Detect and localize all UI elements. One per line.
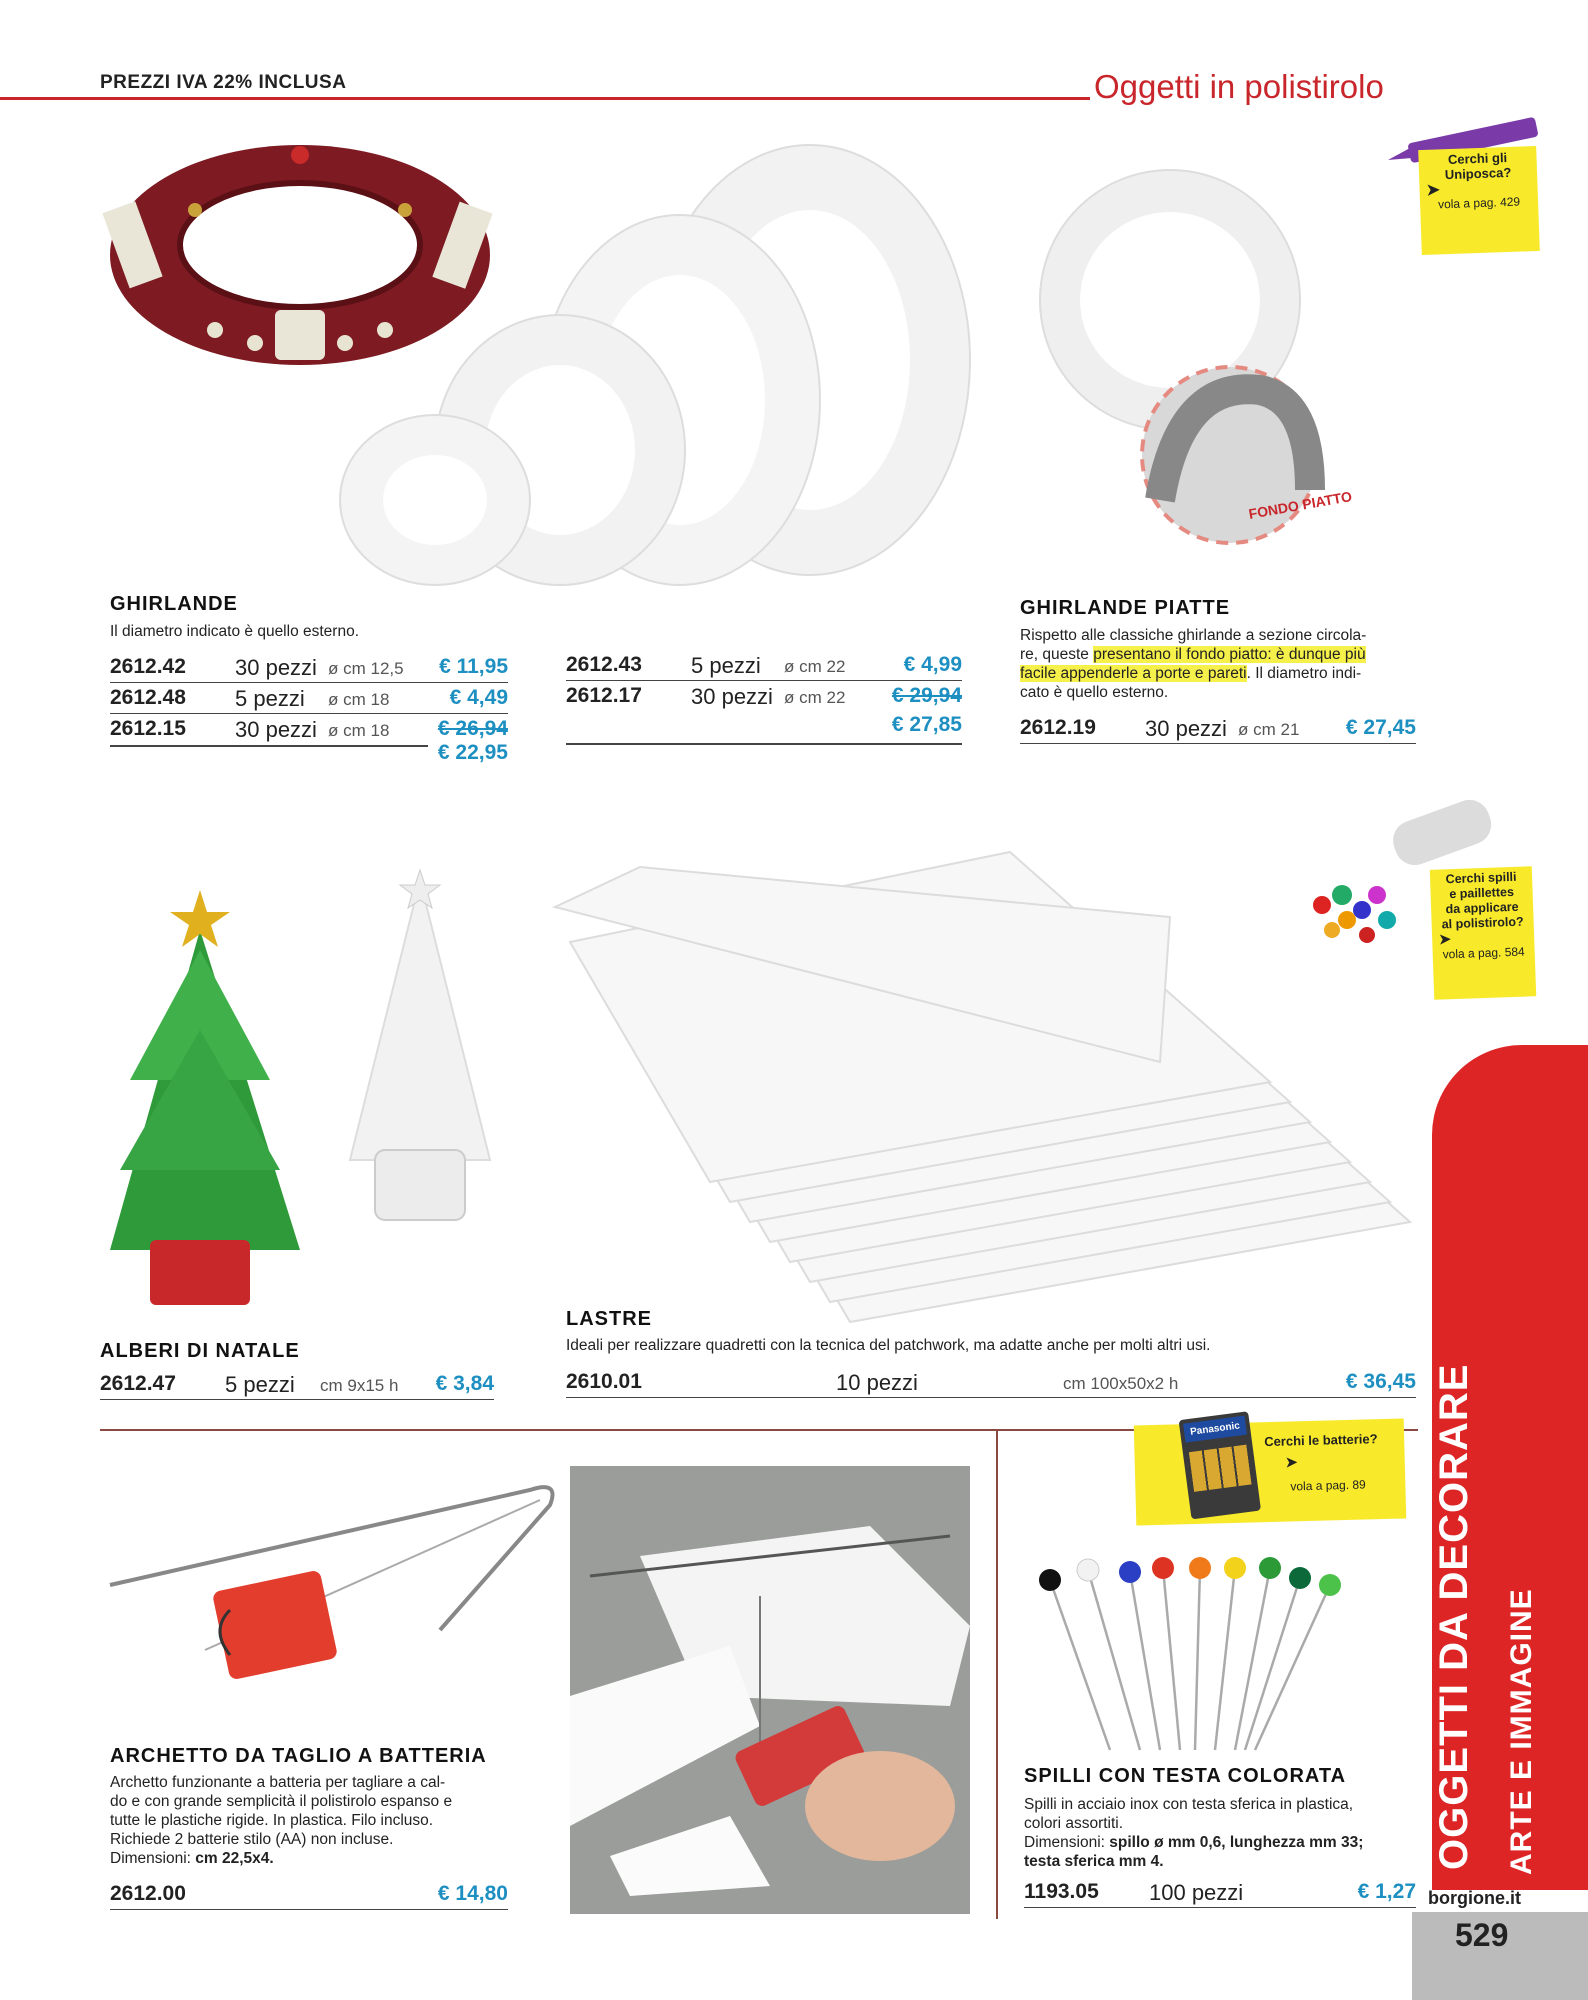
header-rule [0,97,1090,100]
table-row [1024,1878,1416,1908]
desc-line: Richiede 2 batterie stilo (AA) non incluse. [110,1831,394,1848]
ghirlande-title: GHIRLANDE [110,593,238,615]
price-note: PREZZI IVA 22% INCLUSA [100,72,347,93]
tag-line: Cerchi le batterie? [1264,1431,1378,1450]
flat-ring-image [1030,160,1370,540]
product-code: 2612.00 [110,1882,186,1905]
archetto-desc [110,1773,510,1868]
page-title: Oggetti in polistirolo [1094,68,1384,105]
tag-spilli-link[interactable]: vola a pag. 584 [1442,944,1525,962]
product-code: 2612.42 [110,655,186,678]
desc-line [1020,645,1422,664]
christmas-trees-image [80,850,550,1320]
tag-uniposca-link[interactable]: vola a pag. 429 [1437,194,1521,212]
product-qty: 5 pezzi [235,686,305,711]
product-code: 2612.17 [566,684,642,707]
desc-label: Dimensioni: [110,1850,196,1867]
product-dim: cm 100x50x2 h [1063,1374,1179,1393]
product-qty: 5 pezzi [225,1372,295,1397]
product-price: € 4,49 [449,686,508,709]
product-qty: 30 pezzi [1145,716,1227,741]
product-code: 2612.15 [110,717,186,740]
product-price: € 3,84 [435,1372,494,1395]
cutting-photo [570,1466,970,1914]
product-price: € 36,45 [1345,1370,1416,1393]
product-code: 2612.47 [100,1372,176,1395]
battery-pack-image [1179,1411,1261,1519]
product-price: € 27,85 [891,713,962,736]
product-code: 2612.48 [110,686,186,709]
battery-cells [1189,1445,1252,1492]
product-qty: 30 pezzi [235,655,317,680]
spilli-title: SPILLI CON TESTA COLORATA [1024,1765,1347,1787]
table-row [110,684,508,714]
desc-line: cato è quello esterno. [1020,684,1169,701]
desc-line: testa sferica mm 4. [1024,1853,1164,1870]
page-number: 529 [1455,1917,1509,1953]
desc-line: Spilli in acciaio inox con testa sferica in plastica, [1024,1796,1354,1813]
alberi-title: ALBERI DI NATALE [100,1340,300,1362]
product-code: 2612.19 [1020,716,1096,739]
desc-line: do e con grande semplicità il polistirolo espanso e [110,1793,453,1810]
badge-fondo-piatto: FONDO PIATTO [1247,488,1354,522]
desc-line: colori assortiti. [1024,1815,1124,1832]
column-divider [996,1429,998,1919]
tag-spilli[interactable] [1430,866,1536,999]
desc-line: Rispetto alle classiche ghirlande a sezione circola- [1020,627,1367,644]
ghirlande-desc: Il diametro indicato è quello esterno. [110,623,360,640]
desc-line: tutte le plastiche rigide. In plastica. Filo incluso. [110,1812,434,1829]
battery-brand: Panasonic [1183,1416,1247,1443]
archetto-title: ARCHETTO DA TAGLIO A BATTERIA [110,1745,487,1767]
product-code: 2612.43 [566,653,642,676]
tag-line: da applicare [1445,899,1519,917]
product-dim: ø cm 12,5 [328,659,404,678]
row-rule [566,743,962,745]
table-row [566,682,962,712]
product-qty: 30 pezzi [691,684,773,709]
desc-highlight: presentano il fondo piatto: è dunque più [1093,646,1366,663]
site-link[interactable]: borgione.it [1428,1888,1521,1908]
product-dim: ø cm 22 [784,688,846,707]
product-price: € 14,80 [437,1882,508,1905]
table-row [110,653,508,683]
tag-batterie[interactable] [1134,1418,1407,1525]
paper-plane-icon: ➤ [1437,931,1452,949]
product-price: € 4,99 [903,653,962,676]
row-rule [110,745,428,747]
tag-line: e paillettes [1449,884,1515,902]
desc-text: . Il diametro indi- [1246,665,1362,682]
product-price: € 1,27 [1357,1880,1416,1903]
desc-line: Archetto funzionante a batteria per tagliare a cal- [110,1774,446,1791]
tag-batterie-link[interactable]: vola a pag. 89 [1290,1477,1366,1494]
product-qty: 5 pezzi [691,653,761,678]
product-qty: 10 pezzi [836,1370,918,1395]
product-dim: ø cm 18 [328,721,390,740]
sidebar-section-label: ARTE E IMMAGINE [1505,1588,1538,1875]
desc-line [1020,664,1422,683]
table-row [1020,714,1416,744]
product-code: 2610.01 [566,1370,642,1393]
product-price: € 22,95 [437,741,508,764]
tag-line: al polistirolo? [1441,914,1524,932]
tag-uniposca-line1: Cerchi gli [1447,149,1508,168]
desc-line [1024,1833,1424,1852]
product-qty: 100 pezzi [1149,1880,1244,1905]
product-qty: 30 pezzi [235,717,317,742]
lastre-desc: Ideali per realizzare quadretti con la tecnica del patchwork, ma adatte anche per molti altri usi. [566,1337,1211,1354]
pins-image [1020,1540,1350,1760]
ghirlande-piatte-title: GHIRLANDE PIATTE [1020,597,1231,619]
table-row [566,1368,1416,1398]
lastre-title: LASTRE [566,1308,652,1330]
tag-line: Cerchi spilli [1445,869,1517,887]
product-dim: cm 9x15 h [320,1376,399,1395]
sidebar-category-label: OGGETTI DA DECORARE [1432,1363,1476,1870]
desc-value: spillo ø mm 0,6, lunghezza mm 33; [1109,1834,1364,1851]
foam-sheets-image [550,862,1410,1322]
table-row [566,651,962,681]
tag-uniposca-line2: Uniposca? [1444,164,1512,183]
desc-highlight: facile appenderle a porte e pareti [1020,665,1247,682]
product-dim: ø cm 22 [784,657,846,676]
product-price: € 27,45 [1345,716,1416,739]
table-row [110,1880,508,1910]
desc-text: re, queste [1020,646,1094,663]
product-dim: ø cm 18 [328,690,390,709]
spilli-desc [1024,1795,1424,1871]
ghirlande-piatte-desc [1020,626,1422,702]
product-code: 1193.05 [1024,1880,1099,1903]
tag-uniposca[interactable] [1418,146,1540,255]
table-row [100,1370,494,1400]
archetto-image [110,1460,570,1720]
old-price: € 29,94 [891,684,962,707]
paper-plane-icon: ➤ [1425,179,1442,200]
desc-value: cm 22,5x4. [195,1850,274,1867]
product-price: € 11,95 [439,655,508,678]
white-rings-image [330,130,990,590]
paper-plane-icon: ➤ [1284,1454,1299,1472]
desc-line [110,1849,510,1868]
desc-label: Dimensioni: [1024,1834,1110,1851]
old-price: € 26,94 [437,717,508,740]
product-dim: ø cm 21 [1238,720,1300,739]
